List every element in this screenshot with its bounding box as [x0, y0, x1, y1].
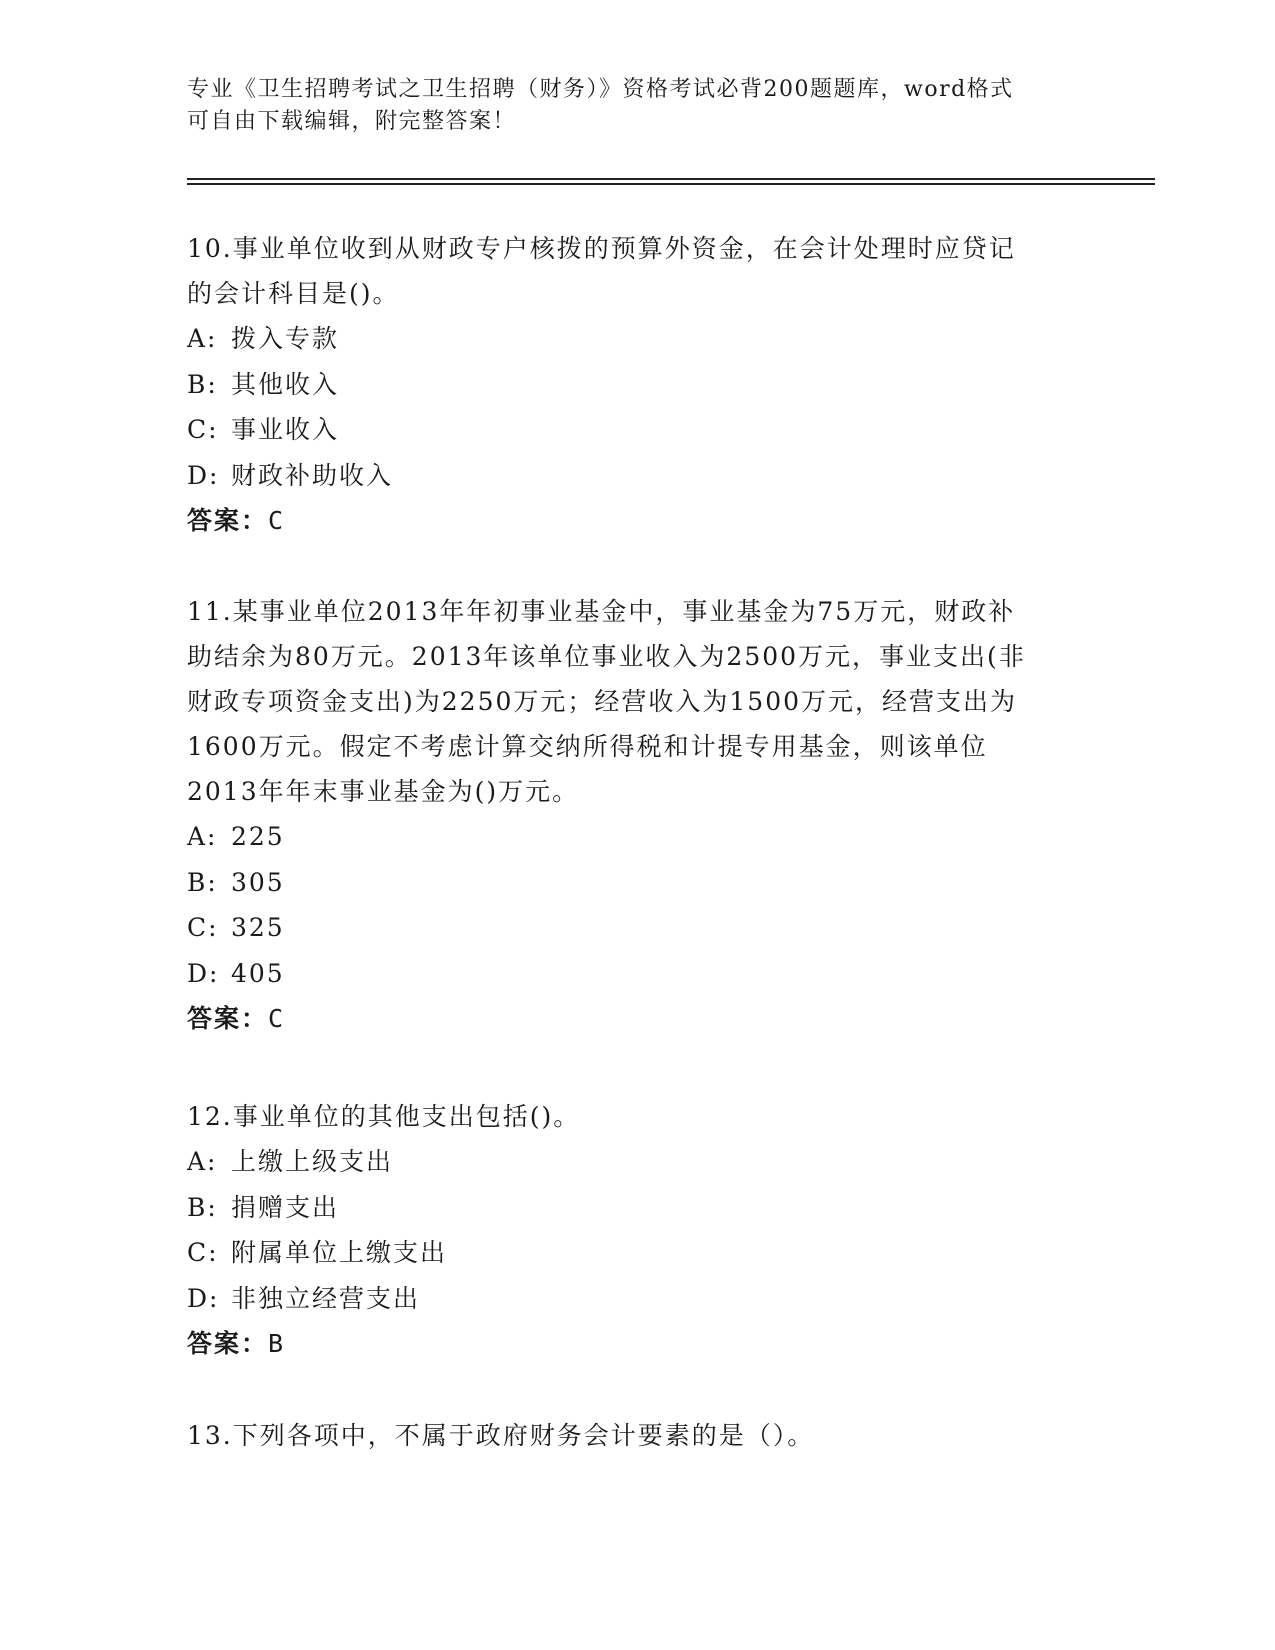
option-a: [187, 316, 1087, 362]
option-label: A:: [187, 1147, 218, 1176]
option-label: A:: [187, 822, 218, 851]
option-c: [187, 905, 1087, 951]
header-divider-bottom: [187, 183, 1155, 185]
answer-line: [187, 498, 1087, 545]
option-b: [187, 362, 1087, 408]
option-label: B:: [187, 1192, 218, 1222]
option-text: 上缴上级支出: [231, 1147, 394, 1176]
option-label: D:: [187, 958, 220, 988]
question-10: [187, 226, 1087, 545]
question-13: [187, 1413, 1087, 1458]
option-d: [187, 453, 1087, 499]
option-text: 405: [231, 958, 285, 988]
option-text: 非独立经营支出: [231, 1283, 421, 1313]
option-label: A:: [187, 324, 218, 353]
header-divider-top: [187, 178, 1155, 180]
document-header: [187, 74, 1087, 138]
option-label: D:: [187, 1283, 220, 1313]
option-text: 财政补助收入: [231, 460, 394, 490]
option-b: [187, 1185, 1087, 1231]
option-label: C:: [187, 913, 219, 942]
question-text-line: 11.某事业单位2013年年初事业基金中，事业基金为75万元，财政补: [187, 597, 1016, 626]
answer-label: 答案：: [187, 1005, 269, 1033]
option-c: [187, 1230, 1087, 1276]
option-d: [187, 1276, 1087, 1322]
header-line-2: 可自由下载编辑，附完整答案！: [187, 109, 517, 134]
question-text-line: 2013年年末事业基金为()万元。: [187, 777, 580, 806]
option-text: 其他收入: [231, 369, 340, 399]
question-text-line: 12.事业单位的其他支出包括()。: [187, 1102, 581, 1131]
answer-line: [187, 996, 1087, 1043]
question-text-line: 13.下列各项中，不属于政府财务会计要素的是（）。: [187, 1421, 815, 1450]
option-a: [187, 1139, 1087, 1185]
answer-value: B: [268, 1329, 286, 1358]
option-text: 捐赠支出: [231, 1192, 340, 1222]
option-text: 305: [231, 867, 285, 897]
option-d: [187, 951, 1087, 997]
option-label: C:: [187, 415, 219, 444]
question-text-line: 助结余为80万元。2013年该单位事业收入为2500万元，事业支出(非: [187, 642, 1026, 671]
question-text-line: 10.事业单位收到从财政专户核拨的预算外资金，在会计处理时应贷记: [187, 234, 1016, 263]
answer-line: [187, 1321, 1087, 1368]
answer-value: C: [268, 1004, 286, 1033]
option-label: B:: [187, 867, 218, 897]
question-text-line: 的会计科目是()。: [187, 279, 400, 308]
option-text: 325: [231, 913, 285, 942]
header-line-1: 专业《卫生招聘考试之卫生招聘（财务）》资格考试必背200题题库，word格式: [187, 77, 1014, 102]
answer-value: C: [268, 506, 286, 535]
question-text-line: 1600万元。假定不考虑计算交纳所得税和计提专用基金，则该单位: [187, 732, 988, 761]
question-text-line: 财政专项资金支出)为2250万元；经营收入为1500万元，经营支出为: [187, 687, 1018, 716]
answer-label: 答案：: [187, 507, 269, 535]
answer-label: 答案：: [187, 1330, 269, 1358]
option-text: 附属单位上缴支出: [231, 1238, 448, 1267]
option-c: [187, 407, 1087, 453]
option-a: [187, 814, 1087, 860]
option-text: 事业收入: [231, 415, 340, 444]
option-label: C:: [187, 1238, 219, 1267]
question-12: [187, 1094, 1087, 1368]
option-text: 拨入专款: [231, 324, 340, 353]
option-label: B:: [187, 369, 218, 399]
option-label: D:: [187, 460, 220, 490]
option-text: 225: [231, 822, 285, 851]
question-11: [187, 589, 1087, 1043]
option-b: [187, 860, 1087, 906]
